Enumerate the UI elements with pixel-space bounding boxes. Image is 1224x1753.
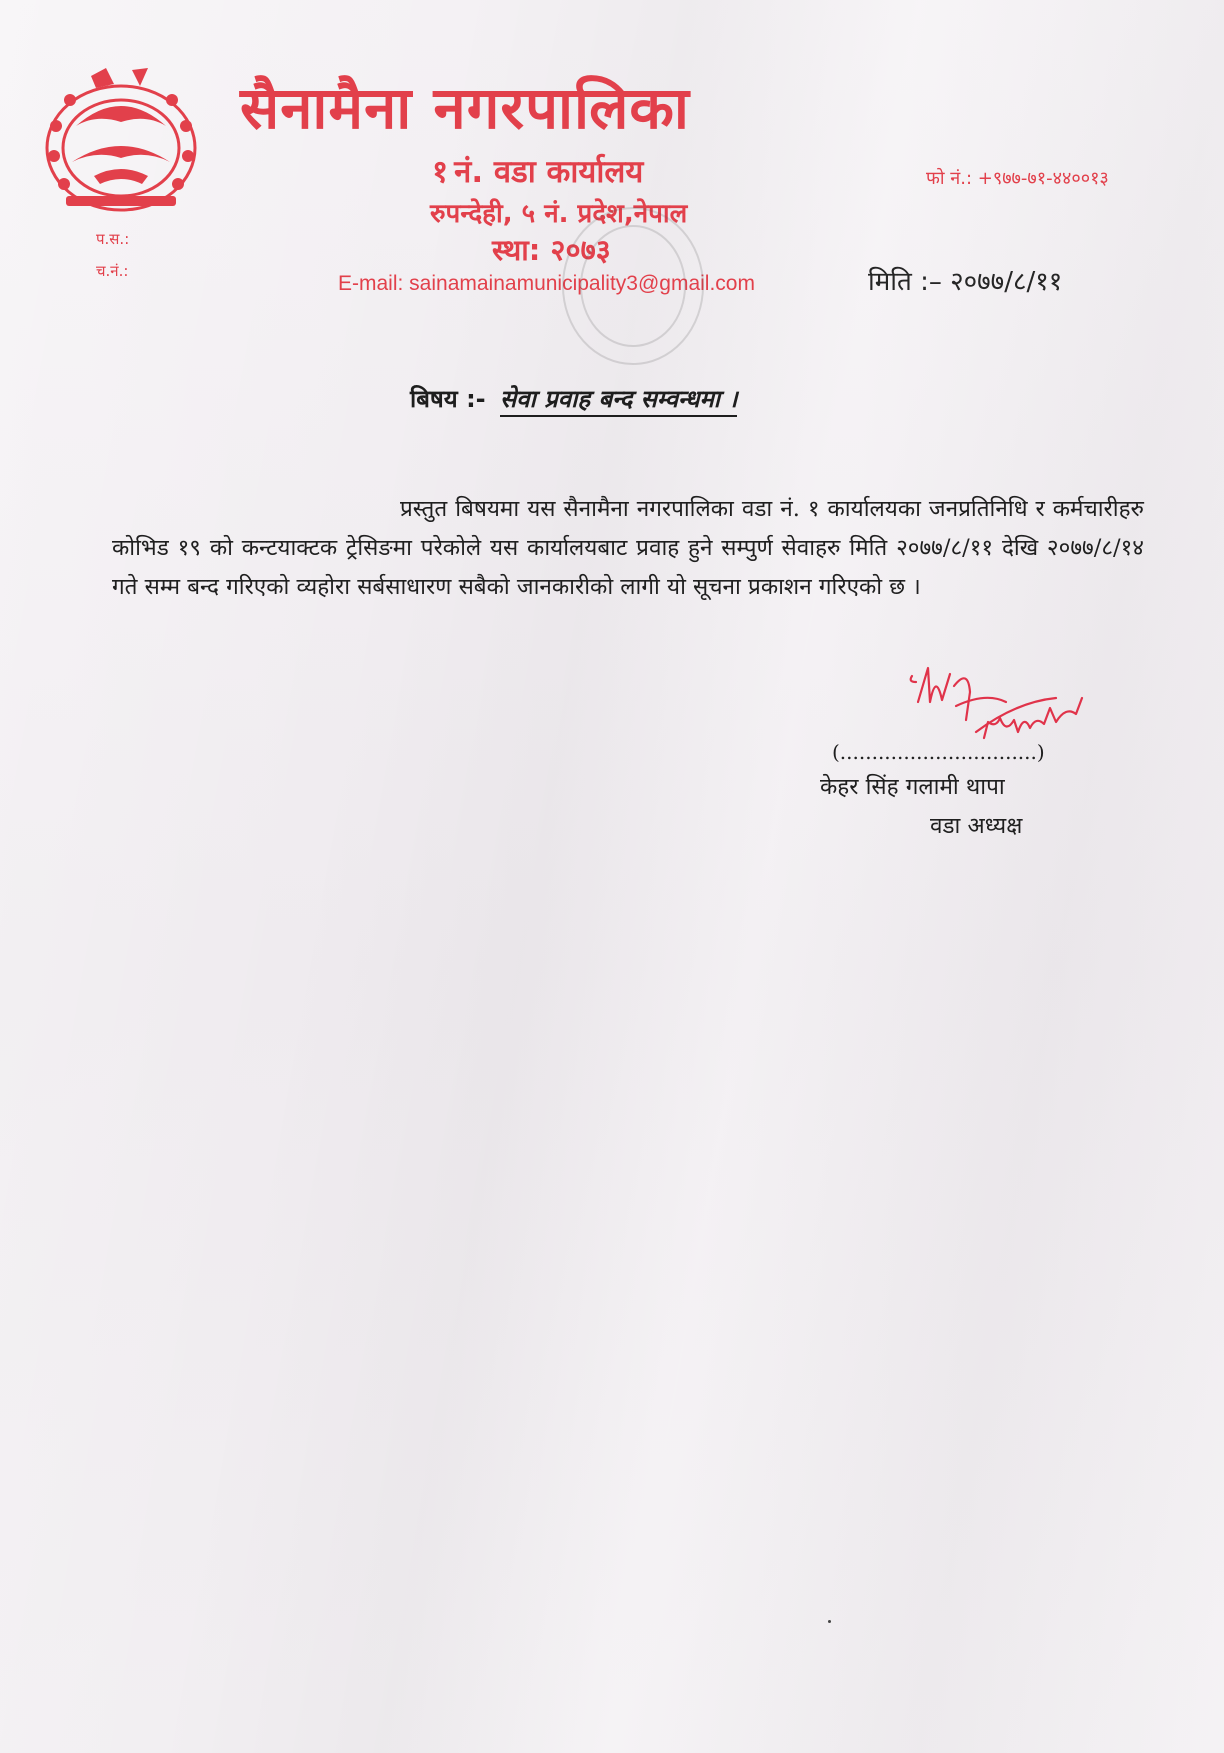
- subject-label: बिषय :-: [410, 385, 486, 413]
- ward-office-label: नं. वडा कार्यालय: [454, 154, 644, 190]
- office-address: रुपन्देही, ५ नं. प्रदेश,नेपाल: [430, 199, 688, 229]
- nepal-emblem-icon: [36, 66, 206, 216]
- office-email: E-mail: sainamainamunicipality3@gmail.com: [338, 272, 755, 295]
- subject-line: [410, 382, 737, 415]
- ward-number: १: [432, 154, 449, 190]
- chalani-number-label: च.नं.:: [96, 262, 129, 280]
- signatory-name: केहर सिंह गलामी थापा: [820, 774, 1005, 800]
- established-year: स्था: २०७३: [492, 233, 611, 267]
- signature-block: [820, 740, 1140, 840]
- subject-text: सेवा प्रवाह बन्द सम्वन्धमा ।: [500, 385, 737, 417]
- letter-date: मिति :– २०७७/८/११: [868, 267, 1063, 297]
- notice-body: प्रस्तुत बिषयमा यस सैनामैना नगरपालिका वडा नं. १ कार्यालयका जनप्रतिनिधि र कर्मचारीहरु कोभिड १९ को कन्टयाक्टक ट्रेसिङमा परेकोले यस कार्यालयबाट प्रवाह हुने सम्पुर्ण सेवाहरु मिति २०७७/८/११ देखि २०७७/८/१४ गते सम्म बन्द गरिएको व्यहोरा सर्बसाधारण सबैको जानकारीको लागी यो सूचना प्रकाशन गरिएको छ ।: [112, 496, 1144, 600]
- signature-dots: (...............................): [832, 740, 1045, 764]
- municipality-name: सैनामैना नगरपालिका: [240, 74, 690, 142]
- faint-stamp-icon: [548, 196, 718, 376]
- signatory-title: वडा अध्यक्ष: [930, 813, 1023, 839]
- patra-sankhya-label: प.स.:: [96, 230, 130, 248]
- paper-speck: [828, 1620, 831, 1623]
- ward-office: [432, 150, 643, 192]
- office-phone: फो नं.: +९७७-७१-४४००१३: [926, 168, 1109, 189]
